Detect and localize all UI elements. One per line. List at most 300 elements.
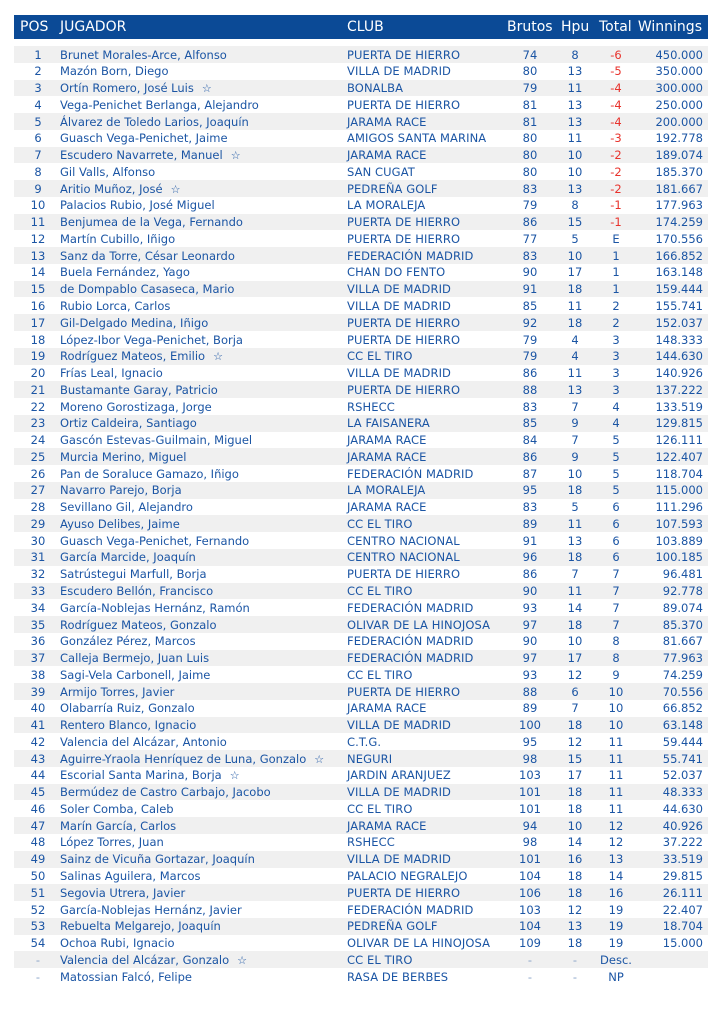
player-name: Marín García, Carlos: [60, 818, 177, 833]
player-name: Navarro Parejo, Borja: [60, 483, 182, 498]
club-name: CENTRO NACIONAL: [347, 550, 460, 565]
position: 24: [30, 433, 46, 448]
total: 5: [612, 483, 620, 498]
player-name: Gil-Delgado Medina, Iñigo: [60, 315, 209, 330]
total: -2: [610, 164, 622, 179]
total: -2: [610, 181, 622, 196]
winnings: 192.778: [655, 131, 703, 146]
hpu: 11: [567, 131, 583, 146]
club-name: CC EL TIRO: [347, 584, 413, 598]
header-winnings: Winnings: [637, 19, 702, 35]
position: 9: [34, 181, 42, 196]
table-row: [14, 432, 708, 449]
player-name: Escorial Santa Marina, Borja ☆: [60, 768, 240, 783]
table-row: [14, 599, 708, 616]
brutos: 79: [522, 198, 538, 213]
winnings: 74.259: [662, 667, 703, 682]
brutos: 104: [519, 919, 541, 934]
winnings: 66.852: [662, 701, 703, 716]
total: -3: [610, 131, 622, 146]
leaderboard-table: [14, 46, 708, 985]
position: 15: [30, 282, 46, 297]
total: 2: [612, 315, 620, 330]
header-club: CLUB: [347, 19, 384, 35]
brutos: 84: [522, 433, 538, 448]
brutos: 79: [522, 81, 538, 96]
position: 6: [34, 131, 42, 146]
table-row: [14, 180, 708, 197]
table-row: [14, 616, 708, 633]
hpu: 18: [567, 282, 583, 297]
brutos: 86: [522, 366, 538, 381]
winnings: 44.630: [662, 801, 703, 816]
table-row: [14, 700, 708, 717]
brutos: 91: [522, 533, 538, 548]
hpu: 5: [571, 231, 579, 246]
position: 25: [30, 449, 46, 464]
position: 47: [30, 818, 46, 833]
player-name: Guasch Vega-Penichet, Jaime: [60, 131, 228, 146]
position: 37: [30, 651, 46, 666]
position: 3: [34, 81, 42, 96]
hpu: -: [572, 952, 578, 967]
header-brutos: Brutos: [507, 19, 553, 35]
brutos: 97: [522, 651, 538, 666]
hpu: 17: [567, 265, 583, 280]
brutos: 86: [522, 215, 538, 230]
total: 12: [608, 835, 624, 850]
club-name: PUERTA DE HIERRO: [347, 231, 461, 246]
table-row: [14, 851, 708, 868]
total: 16: [608, 885, 624, 900]
table-row: [14, 750, 708, 767]
club-name: CC EL TIRO: [347, 667, 413, 682]
table-row: [14, 348, 708, 365]
position: 27: [30, 483, 46, 498]
brutos: 103: [519, 902, 541, 917]
star-icon: ☆: [314, 752, 325, 766]
table-row: [14, 784, 708, 801]
brutos: 87: [522, 466, 538, 481]
brutos: 80: [522, 148, 538, 163]
winnings: 200.000: [655, 114, 703, 129]
hpu: 13: [567, 533, 583, 548]
player-name: López Torres, Juan: [60, 835, 164, 850]
player-name: Valencia del Alcázar, Gonzalo ☆: [60, 952, 248, 967]
position: 12: [30, 231, 46, 246]
position: 31: [30, 550, 46, 565]
winnings: 129.815: [655, 416, 703, 431]
player-name: Ortiz Caldeira, Santiago: [60, 416, 197, 431]
hpu: 10: [567, 148, 583, 163]
club-name: VILLA DE MADRID: [347, 785, 452, 800]
hpu: 8: [571, 47, 579, 62]
player-name: Brunet Morales-Arce, Alfonso: [60, 47, 227, 62]
total: 1: [612, 282, 620, 297]
winnings: 70.556: [662, 684, 703, 699]
table-row: [14, 247, 708, 264]
total: -4: [610, 97, 622, 112]
player-name: Escudero Navarrete, Manuel ☆: [60, 148, 241, 163]
club-name: VILLA DE MADRID: [347, 298, 452, 313]
table-row: [14, 163, 708, 180]
total: -4: [610, 114, 622, 129]
winnings: 92.778: [662, 584, 703, 598]
total: 6: [612, 516, 620, 531]
winnings: 63.148: [662, 718, 703, 733]
total: 6: [612, 550, 620, 565]
hpu: 11: [567, 366, 583, 381]
hpu: 15: [567, 751, 583, 766]
club-name: JARDIN ARANJUEZ: [347, 768, 451, 783]
table-row: [14, 499, 708, 516]
brutos: 98: [522, 835, 538, 850]
player-name: González Pérez, Marcos: [60, 634, 196, 649]
position: 45: [30, 785, 46, 800]
player-name: Aguirre-Yraola Henríquez de Luna, Gonzalo ☆: [60, 751, 325, 766]
winnings: 163.148: [655, 265, 703, 280]
table-row: [14, 968, 708, 985]
table-row: [14, 46, 708, 63]
club-name: PUERTA DE HIERRO: [347, 885, 461, 900]
position: 52: [30, 902, 46, 917]
club-name: LA MORALEJA: [347, 483, 426, 498]
table-row: [14, 583, 708, 600]
hpu: 18: [567, 801, 583, 816]
hpu: 12: [567, 734, 583, 749]
table-row: [14, 398, 708, 415]
table-row: [14, 381, 708, 398]
player-name: Calleja Bermejo, Juan Luis: [60, 651, 210, 666]
player-name: Ayuso Delibes, Jaime: [60, 516, 180, 531]
hpu: 9: [571, 416, 579, 431]
table-row: [14, 800, 708, 817]
total: -1: [610, 215, 622, 230]
winnings: 181.667: [655, 181, 703, 196]
total: -5: [610, 64, 622, 79]
player-name: Palacios Rubio, José Miguel: [60, 198, 215, 213]
player-name: Vega-Penichet Berlanga, Alejandro: [60, 97, 259, 112]
table-row: [14, 733, 708, 750]
player-name: Aritio Muñoz, José ☆: [60, 181, 181, 196]
position: 18: [30, 332, 46, 347]
hpu: 13: [567, 114, 583, 129]
star-icon: ☆: [213, 350, 223, 364]
table-row: [14, 415, 708, 432]
club-name: VILLA DE MADRID: [347, 852, 452, 867]
position: 23: [30, 416, 46, 431]
table-row: [14, 264, 708, 281]
star-icon: ☆: [170, 182, 181, 196]
position: 39: [30, 684, 46, 699]
club-name: PUERTA DE HIERRO: [347, 684, 461, 699]
table-row: [14, 465, 708, 482]
table-row: [14, 80, 708, 97]
position: 22: [30, 399, 46, 414]
player-name: García-Noblejas Hernánz, Ramón: [60, 600, 250, 615]
hpu: 5: [571, 500, 579, 515]
position: 48: [30, 835, 46, 850]
total: 6: [612, 533, 620, 548]
club-name: VILLA DE MADRID: [347, 282, 452, 297]
player-name: Rodríguez Mateos, Emilio ☆: [60, 349, 223, 364]
winnings: 155.741: [655, 298, 703, 313]
winnings: 159.444: [655, 282, 703, 297]
player-name: Matossian Falcó, Felipe: [60, 969, 192, 984]
brutos: 86: [522, 449, 538, 464]
total: 7: [612, 600, 620, 615]
player-name: Salinas Aguilera, Marcos: [60, 869, 201, 884]
hpu: 13: [567, 919, 583, 934]
total: -4: [610, 81, 622, 96]
total: -1: [610, 198, 622, 213]
brutos: 88: [522, 382, 538, 397]
brutos: 96: [522, 550, 538, 565]
club-name: JARAMA RACE: [347, 449, 427, 464]
club-name: OLIVAR DE LA HINOJOSA: [347, 936, 491, 951]
star-icon: ☆: [237, 953, 248, 967]
brutos: 83: [522, 181, 538, 196]
table-row: [14, 951, 708, 968]
brutos: 83: [522, 248, 538, 263]
winnings: 300.000: [655, 81, 703, 96]
total: -6: [610, 47, 622, 62]
position: 26: [30, 466, 46, 481]
position: 28: [30, 500, 46, 515]
position: 17: [30, 315, 46, 330]
table-row: [14, 549, 708, 566]
hpu: 18: [567, 617, 583, 632]
club-name: SAN CUGAT: [347, 164, 415, 179]
club-name: PUERTA DE HIERRO: [347, 567, 461, 582]
brutos: 89: [522, 516, 538, 531]
total: NP: [608, 969, 624, 984]
table-row: [14, 214, 708, 231]
club-name: FEDERACIÓN MADRID: [347, 651, 474, 666]
winnings: 89.074: [662, 600, 703, 615]
club-name: VILLA DE MADRID: [347, 718, 452, 733]
winnings: 100.185: [655, 550, 703, 565]
winnings: 144.630: [655, 349, 703, 364]
hpu: 9: [571, 449, 579, 464]
total: 19: [608, 902, 624, 917]
position: 16: [30, 298, 46, 313]
winnings: 122.407: [655, 449, 703, 464]
position: 20: [30, 366, 46, 381]
winnings: 77.963: [662, 651, 703, 666]
winnings: 18.704: [662, 919, 703, 934]
hpu: 12: [567, 902, 583, 917]
brutos: 83: [522, 399, 538, 414]
position: -: [35, 952, 41, 967]
winnings: 185.370: [655, 164, 703, 179]
total: 5: [612, 449, 620, 464]
club-name: JARAMA RACE: [347, 433, 427, 448]
winnings: 140.926: [655, 366, 703, 381]
player-name: Murcia Merino, Miguel: [60, 449, 187, 464]
brutos: 80: [522, 131, 538, 146]
total: 14: [608, 869, 624, 884]
club-name: PEDREÑA GOLF: [347, 919, 438, 934]
winnings: 118.704: [655, 466, 703, 481]
brutos: 95: [522, 483, 538, 498]
total: 1: [612, 248, 620, 263]
winnings: 107.593: [655, 516, 703, 531]
position: 51: [30, 885, 46, 900]
star-icon: ☆: [201, 82, 212, 96]
hpu: 7: [571, 567, 579, 582]
total: 6: [612, 500, 620, 515]
hpu: 11: [567, 81, 583, 96]
player-name: Olabarría Ruiz, Gonzalo: [60, 701, 195, 716]
table-row: [14, 717, 708, 734]
player-name: Moreno Gorostizaga, Jorge: [60, 399, 212, 414]
total: E: [612, 231, 620, 246]
winnings: 189.074: [655, 148, 703, 163]
position: 1: [34, 47, 42, 62]
total: 11: [608, 734, 624, 749]
brutos: 74: [522, 47, 538, 62]
winnings: 152.037: [655, 315, 703, 330]
club-name: PUERTA DE HIERRO: [347, 315, 461, 330]
club-name: FEDERACIÓN MADRID: [347, 600, 474, 615]
club-name: OLIVAR DE LA HINOJOSA: [347, 617, 491, 632]
table-row: [14, 532, 708, 549]
brutos: 103: [519, 768, 541, 783]
position: 32: [30, 567, 46, 582]
hpu: 8: [571, 198, 579, 213]
brutos: 94: [522, 818, 538, 833]
table-row: [14, 448, 708, 465]
hpu: 10: [567, 818, 583, 833]
club-name: FEDERACIÓN MADRID: [347, 634, 474, 649]
brutos: 89: [522, 701, 538, 716]
club-name: AMIGOS SANTA MARINA: [347, 131, 487, 146]
hpu: 14: [567, 835, 583, 850]
club-name: PUERTA DE HIERRO: [347, 97, 461, 112]
total: 10: [608, 684, 624, 699]
brutos: 92: [522, 315, 538, 330]
position: -: [35, 969, 41, 984]
hpu: 13: [567, 97, 583, 112]
club-name: PUERTA DE HIERRO: [347, 215, 461, 230]
position: 53: [30, 919, 46, 934]
position: 42: [30, 734, 46, 749]
position: 5: [34, 114, 42, 129]
hpu: 4: [571, 332, 579, 347]
total: Desc.: [600, 952, 632, 967]
table-row: [14, 918, 708, 935]
position: 10: [30, 198, 46, 213]
player-name: Soler Comba, Caleb: [60, 801, 174, 816]
position: 50: [30, 869, 46, 884]
brutos: 80: [522, 64, 538, 79]
brutos: 85: [522, 298, 538, 313]
table-row: [14, 868, 708, 885]
winnings: 148.333: [655, 332, 703, 347]
total: 11: [608, 751, 624, 766]
player-name: Guasch Vega-Penichet, Fernando: [60, 533, 250, 548]
player-name: Valencia del Alcázar, Antonio: [60, 734, 227, 749]
hpu: 11: [567, 298, 583, 313]
player-name: Escudero Bellón, Francisco: [60, 584, 214, 598]
brutos: 77: [522, 231, 538, 246]
header-total: Total: [599, 19, 632, 35]
total: 8: [612, 634, 620, 649]
player-name: Gil Valls, Alfonso: [60, 164, 156, 179]
winnings: 40.926: [662, 818, 703, 833]
hpu: 4: [571, 349, 579, 364]
club-name: VILLA DE MADRID: [347, 64, 452, 79]
winnings: 166.852: [655, 248, 703, 263]
player-name: Frías Leal, Ignacio: [60, 366, 163, 381]
position: 13: [30, 248, 46, 263]
brutos: 106: [519, 885, 541, 900]
winnings: 126.111: [655, 433, 703, 448]
hpu: 18: [567, 315, 583, 330]
total: 7: [612, 567, 620, 582]
club-name: CC EL TIRO: [347, 952, 413, 967]
winnings: 48.333: [662, 785, 703, 800]
winnings: 137.222: [655, 382, 703, 397]
hpu: 18: [567, 869, 583, 884]
hpu: 17: [567, 651, 583, 666]
brutos: 79: [522, 332, 538, 347]
hpu: 7: [571, 399, 579, 414]
club-name: JARAMA RACE: [347, 701, 427, 716]
position: 43: [30, 751, 46, 766]
table-row: [14, 281, 708, 298]
winnings: 22.407: [662, 902, 703, 917]
total: 3: [612, 366, 620, 381]
winnings: 85.370: [662, 617, 703, 632]
brutos: 79: [522, 349, 538, 364]
player-name: Ortín Romero, José Luis ☆: [60, 81, 212, 96]
club-name: FEDERACIÓN MADRID: [347, 248, 474, 263]
total: 13: [608, 852, 624, 867]
position: 8: [34, 164, 42, 179]
club-name: BONALBA: [347, 81, 404, 96]
table-row: [14, 63, 708, 80]
brutos: 90: [522, 634, 538, 649]
player-name: García-Noblejas Hernánz, Javier: [60, 902, 242, 917]
total: 11: [608, 768, 624, 783]
table-row: [14, 197, 708, 214]
player-name: Sagi-Vela Carbonell, Jaime: [60, 667, 211, 682]
total: 3: [612, 332, 620, 347]
table-row: [14, 666, 708, 683]
player-name: Sevillano Gil, Alejandro: [60, 500, 193, 515]
position: 36: [30, 634, 46, 649]
table-row: [14, 834, 708, 851]
winnings: 52.037: [662, 768, 703, 783]
star-icon: ☆: [229, 769, 240, 783]
winnings: 103.889: [655, 533, 703, 548]
table-row: [14, 817, 708, 834]
winnings: 59.444: [662, 734, 703, 749]
player-name: de Dompablo Casaseca, Mario: [60, 282, 235, 297]
position: 29: [30, 516, 46, 531]
club-name: C.T.G.: [347, 734, 382, 749]
hpu: 11: [567, 584, 583, 598]
table-row: [14, 230, 708, 247]
hpu: 13: [567, 181, 583, 196]
header-hpu: Hpu: [561, 19, 590, 35]
brutos: 80: [522, 164, 538, 179]
total: 19: [608, 919, 624, 934]
brutos: 88: [522, 684, 538, 699]
player-name: Pan de Soraluce Gamazo, Iñigo: [60, 466, 239, 481]
